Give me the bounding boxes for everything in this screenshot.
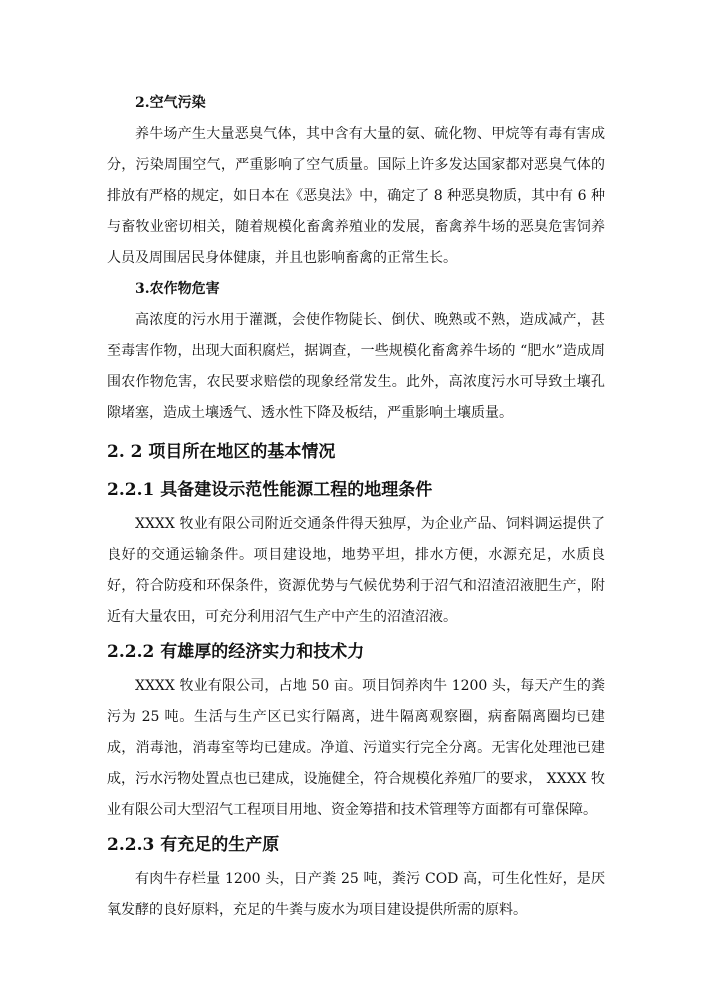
- paragraph-geographic-conditions: XXXX 牧业有限公司附近交通条件得天独厚，为企业产品、饲料调运提供了良好的交通运输条件。项目建设地，地势平坦，排水方便，水源充足，水质良好，符合防疫和环保条件，资源优势与气候优势利于沼气和沼渣沼液肥生产，附近有大量农田，可充分利用沼气生产中产生的沼渣沼液。: [107, 516, 605, 625]
- paragraph-economic-strength: XXXX 牧业有限公司，占地 50 亩。项目饲养肉牛 1200 头，每天产生的粪污为 25 吨。生活与生产区已实行隔离，进牛隔离观察圈，病畜隔离圈均已建成，消毒池，消毒室等均已建成。净道、污道实行完全分离。无害化处理池已建成，污水污物处置点也已建成，设施健全，符合规模化养殖厂的要求， XXXX 牧业有限公司大型沼气工程项目用地、资金筹措和技术管理等方面都有可靠保障。: [107, 678, 605, 818]
- heading-economic-strength: 2.2.2 有雄厚的经济实力和技术力: [107, 642, 365, 662]
- document-body: [107, 88, 605, 926]
- heading-project-area: 2. 2 项目所在地区的基本情况: [107, 442, 336, 462]
- heading-air-pollution: 2.空气污染: [135, 95, 206, 111]
- heading-raw-materials: 2.2.3 有充足的生产原: [107, 835, 280, 855]
- paragraph-raw-materials: 有肉牛存栏量 1200 头，日产粪 25 吨，粪污 COD 高，可生化性好，是厌氧发酵的良好原料，充足的牛粪与废水为项目建设提供所需的原料。: [107, 871, 605, 918]
- heading-crop-damage: 3.农作物危害: [135, 281, 220, 297]
- paragraph-air-pollution: 养牛场产生大量恶臭气体，其中含有大量的氨、硫化物、甲烷等有毒有害成分，污染周围空气，严重影响了空气质量。国际上许多发达国家都对恶臭气体的排放有严格的规定，如日本在《恶臭法》中，确定了 8 种恶臭物质，其中有 6 种与畜牧业密切相关，随着规模化畜禽养殖业的发展，畜禽养牛场的恶臭危害饲养人员及周围居民身体健康，并且也影响畜禽的正常生长。: [107, 126, 605, 266]
- paragraph-crop-damage: 高浓度的污水用于灌溉，会使作物陡长、倒伏、晚熟或不熟，造成减产，甚至毒害作物，出现大面积腐烂，据调查，一些规模化畜禽养牛场的 “肥水”造成周围农作物危害，农民要求赔偿的现象经常发生。此外，高浓度污水可导致土壤孔隙堵塞，造成土壤透气、透水性下降及板结，严重影响土壤质量。: [107, 312, 605, 421]
- heading-geographic-conditions: 2.2.1 具备建设示范性能源工程的地理条件: [107, 480, 433, 500]
